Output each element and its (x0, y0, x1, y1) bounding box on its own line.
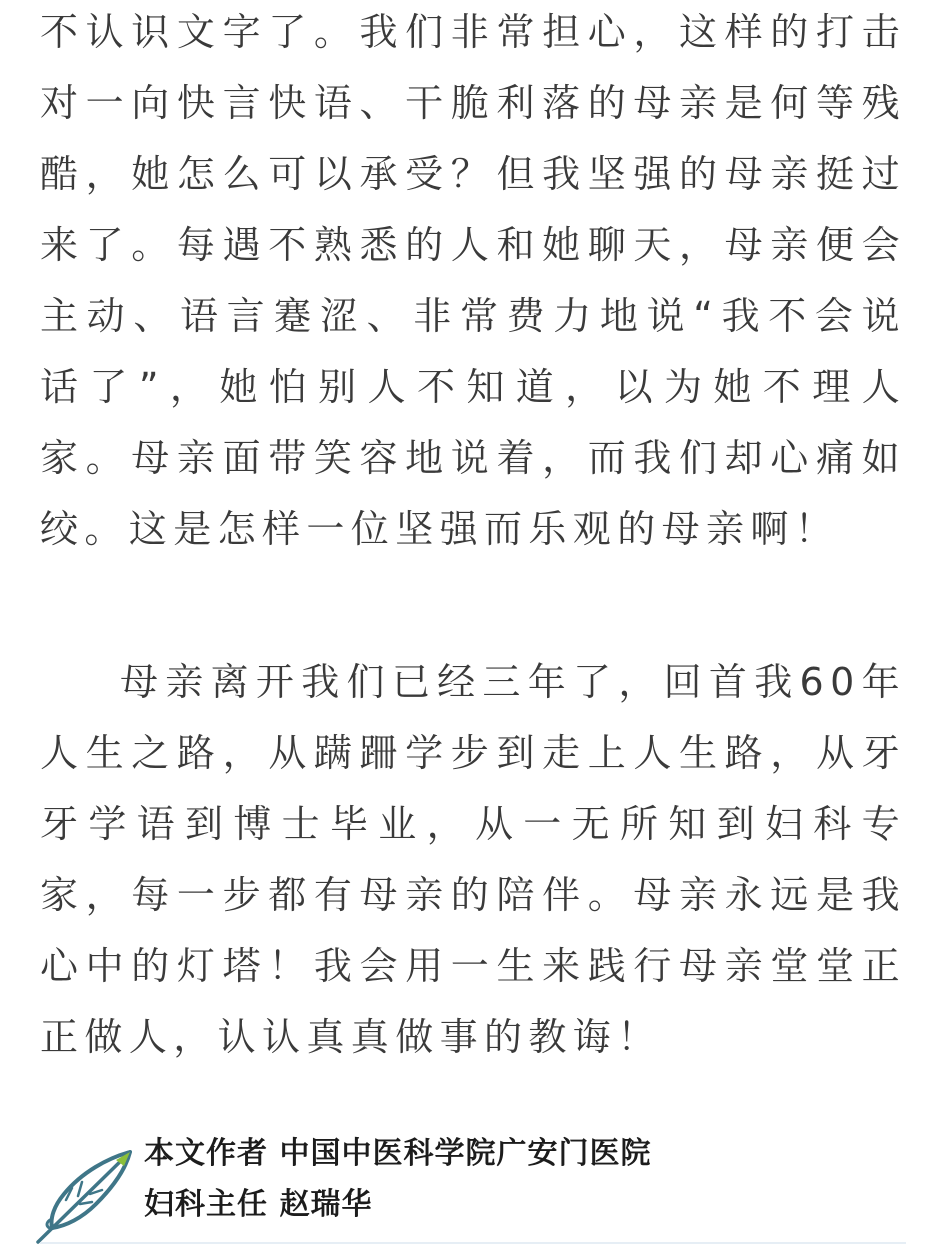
author-name-line: 妇科主任 赵瑞华 (144, 1187, 373, 1222)
author-info (144, 1128, 651, 1230)
author-title-line: 本文作者 中国中医科学院广安门医院 (144, 1136, 652, 1171)
article-paragraph-2: 母亲离开我们已经三年了，回首我60年人生之路，从蹒跚学步到走上人生路，从牙牙学语到博士毕业，从一无所知到妇科专家，每一步都有母亲的陪伴。母亲永远是我心中的灯塔！我会用一生来践行母亲堂堂正正做人，认认真真做事的教诲！ (40, 660, 906, 1059)
bottom-divider (40, 1242, 906, 1244)
article-body (40, 0, 906, 1073)
author-signature (30, 1128, 930, 1248)
quill-pen-icon (30, 1138, 140, 1248)
article-paragraph-1: 不认识文字了。我们非常担心，这样的打击对一向快言快语、干脆利落的母亲是何等残酷，她怎么可以承受？但我坚强的母亲挺过来了。每遇不熟悉的人和她聊天，母亲便会主动、语言蹇涩、非常费力地说“我不会说话了”，她怕别人不知道，以为她不理人家。母亲面带笑容地说着，而我们却心痛如绞。这是怎样一位坚强而乐观的母亲啊！ (40, 10, 906, 551)
